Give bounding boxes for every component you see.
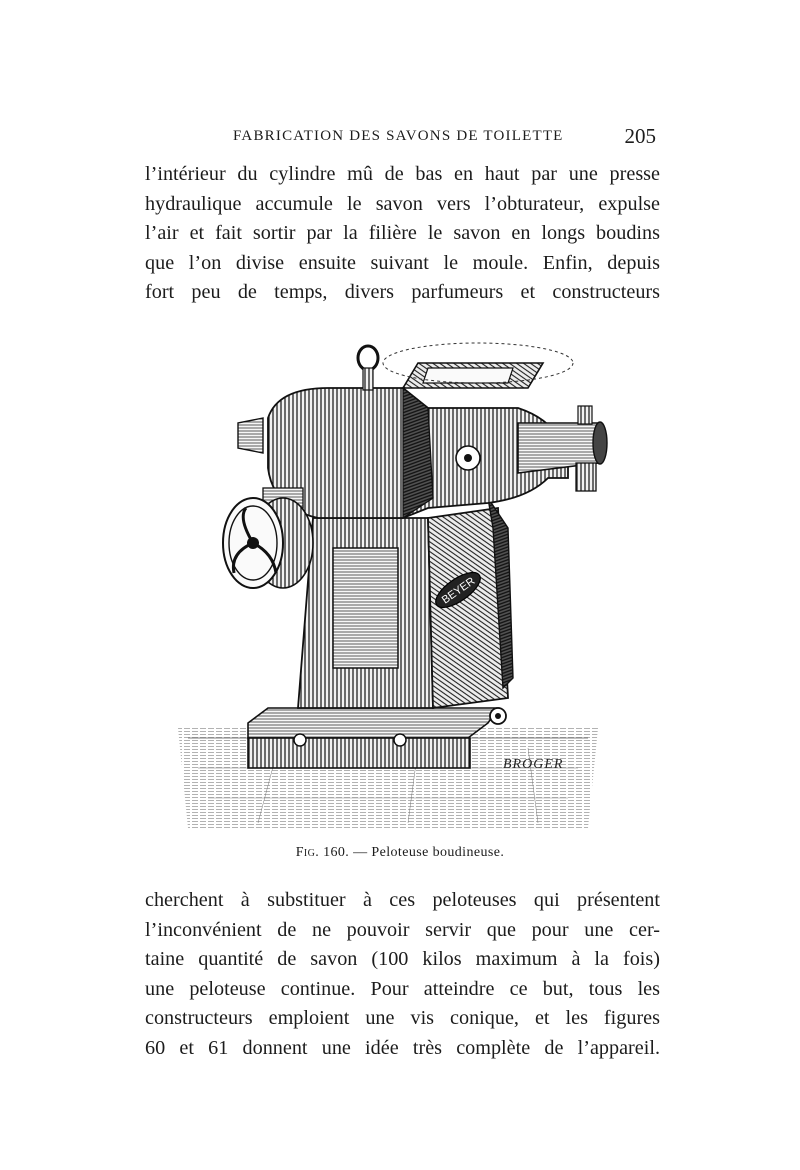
paragraph-top xyxy=(145,160,660,308)
engraving-peloteuse-boudineuse xyxy=(168,328,608,843)
maker-plate-label: BEYER xyxy=(439,575,478,607)
text-line: hydraulique accumule le savon vers l’obturateur, expulse xyxy=(145,192,660,215)
machine-pedestal xyxy=(298,498,513,724)
text-line: l’inconvénient de ne pouvoir servir que pour une cer- xyxy=(145,918,660,941)
running-title: FABRICATION DES SAVONS DE TOILETTE xyxy=(233,128,564,144)
caption-label: Fig. xyxy=(295,845,320,860)
text-line: l’intérieur du cylindre mû de bas en haut par une presse xyxy=(145,163,660,185)
engraver-signature: BROGER xyxy=(503,757,564,772)
text-line: cherchent à substituer à ces peloteuses qui présentent xyxy=(145,889,660,911)
caption-text: — Peloteuse boudineuse. xyxy=(353,845,505,860)
text-line: l’air et fait sortir par la filière le savon en longs boudins xyxy=(145,222,660,244)
machine-base xyxy=(248,708,498,768)
page-number: 205 xyxy=(624,124,656,148)
figure-caption xyxy=(0,845,800,861)
text-line: que l’on divise ensuite suivant le moule. Enfin, depuis xyxy=(145,251,660,274)
text-line: taine quantité de savon (100 kilos maximum à la fois) xyxy=(145,948,660,970)
caption-number: 160. xyxy=(323,845,350,860)
text-line: fort peu de temps, divers parfumeurs et constructeurs xyxy=(145,281,660,303)
drive-pulley xyxy=(223,488,313,588)
feed-hopper xyxy=(383,343,573,388)
paragraph-bottom xyxy=(145,886,660,1063)
text-line: une peloteuse continue. Pour atteindre ce but, tous les xyxy=(145,977,660,1000)
running-head xyxy=(145,124,660,150)
text-line: 60 et 61 donnent une idée très complète de l’appareil. xyxy=(145,1036,660,1059)
text-line: constructeurs emploient une vis conique, et les figures xyxy=(145,1007,660,1029)
